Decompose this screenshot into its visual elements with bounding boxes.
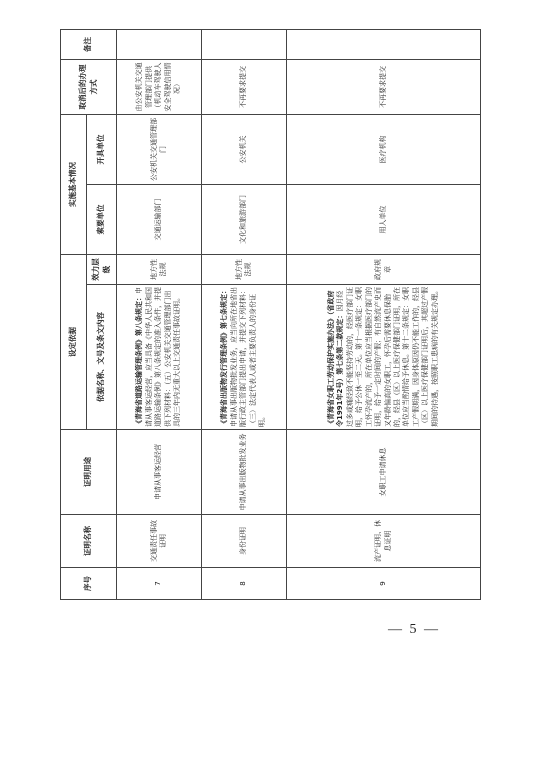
- header-impl-group: 实施基本情况: [61, 115, 87, 255]
- cell-cert-name: 身份证明: [202, 515, 287, 568]
- cell-remark: [202, 30, 287, 60]
- header-basis-group: 设定依据: [61, 255, 87, 430]
- cell-cert-purpose: 申请从事客运经营: [117, 430, 202, 515]
- cell-basis: [287, 285, 481, 430]
- basis-lead: 《青海省道路运输管理条例》第八条规定：: [135, 294, 144, 427]
- cell-remark: [117, 30, 202, 60]
- basis-body: 申请从事客运经营，应当具备《中华人民共和国道路运输条例》第八条规定的准入条件，并提供下列材料：（五）公安机关交通管理部门出具的三年内无重大以上交通责任事故证明。: [135, 287, 182, 427]
- cell-basis: [202, 285, 287, 430]
- cell-issuer: 公安机关: [202, 115, 287, 185]
- page-number: — 5 —: [388, 622, 440, 637]
- header-basis-text: 依据名称、文号及条文内容: [87, 285, 117, 430]
- cell-cert-purpose: 申请从事出版物批发业务: [202, 430, 287, 515]
- cell-cert-name: 流产证明、休息证明: [287, 515, 481, 568]
- header-after-cancel: 取消后的办理方式: [61, 60, 117, 115]
- basis-body: 申请从事出版物批发业务，应当向所在地省出版行政主管部门提出申请，并提交下列材料：（三）法定代表人或者主要负责人的身份证明。: [229, 287, 267, 427]
- cell-requester: 用人单位: [287, 185, 481, 255]
- header-row-top: [61, 30, 87, 600]
- header-seq: 序号: [61, 568, 117, 600]
- header-requester: 索要单位: [87, 185, 117, 255]
- header-issuer: 开具单位: [87, 115, 117, 185]
- cell-issuer: 医疗机构: [287, 115, 481, 185]
- table-row: [202, 30, 287, 600]
- rotated-table-wrapper: [60, 30, 480, 600]
- cell-after-cancel: 不再要求提交: [287, 60, 481, 115]
- header-cert-purpose: 证明用途: [61, 430, 117, 515]
- cell-remark: [287, 30, 481, 60]
- basis-lead: 《青海省女职工劳动保护实施办法》（省政府令1991年2号）第七条第二款规定：: [326, 290, 345, 427]
- cell-after-cancel: 由公安机关交通管理部门提供（机动车驾驶人安全驾驶信用情况）: [117, 60, 202, 115]
- header-cert-name: 证明名称: [61, 515, 117, 568]
- cell-issuer: 公安机关交通管理部门: [117, 115, 202, 185]
- cell-seq: 7: [117, 568, 202, 600]
- cell-cert-purpose: 女职工申请休息: [287, 430, 481, 515]
- cell-seq: 8: [202, 568, 287, 600]
- cell-cert-name: 交通责任事故证明: [117, 515, 202, 568]
- cell-level: 政府规章: [287, 255, 481, 285]
- cell-level: 地方性法规: [202, 255, 287, 285]
- header-remark: 备注: [61, 30, 117, 60]
- cell-basis: [117, 285, 202, 430]
- basis-lead: 《青海省出版物发行管理条例》第七条规定：: [220, 287, 229, 427]
- table-row: [117, 30, 202, 600]
- cell-level: 地方性法规: [117, 255, 202, 285]
- table-row: [287, 30, 481, 600]
- cell-seq: 9: [287, 568, 481, 600]
- certificate-table: [60, 29, 481, 600]
- basis-body: 因月经过多或痛经致不能坚持劳动的，经医疗部门证明，给予公休一至二天。第十一条规定：女职工怀孕流产的，所在单位应当根据医疗部门的证明，给予一定时间的产假；有自然流产史而又年龄偏高的女职工，怀孕后需要休息保胎的，经县（区）以上医疗保健部门证明，所在单位应当酌情给予休息。第十二条规定：女职工产假期满，因身体原因仍不能工作的，经县（区）以上医疗保健部门证明后，其超过产假期间的待遇，按照职工患病的有关规定办理。: [336, 287, 439, 427]
- header-level: 效力层级: [87, 255, 117, 285]
- cell-after-cancel: 不再要求提交: [202, 60, 287, 115]
- cell-requester: 文化和旅游部门: [202, 185, 287, 255]
- cell-requester: 交通运输部门: [117, 185, 202, 255]
